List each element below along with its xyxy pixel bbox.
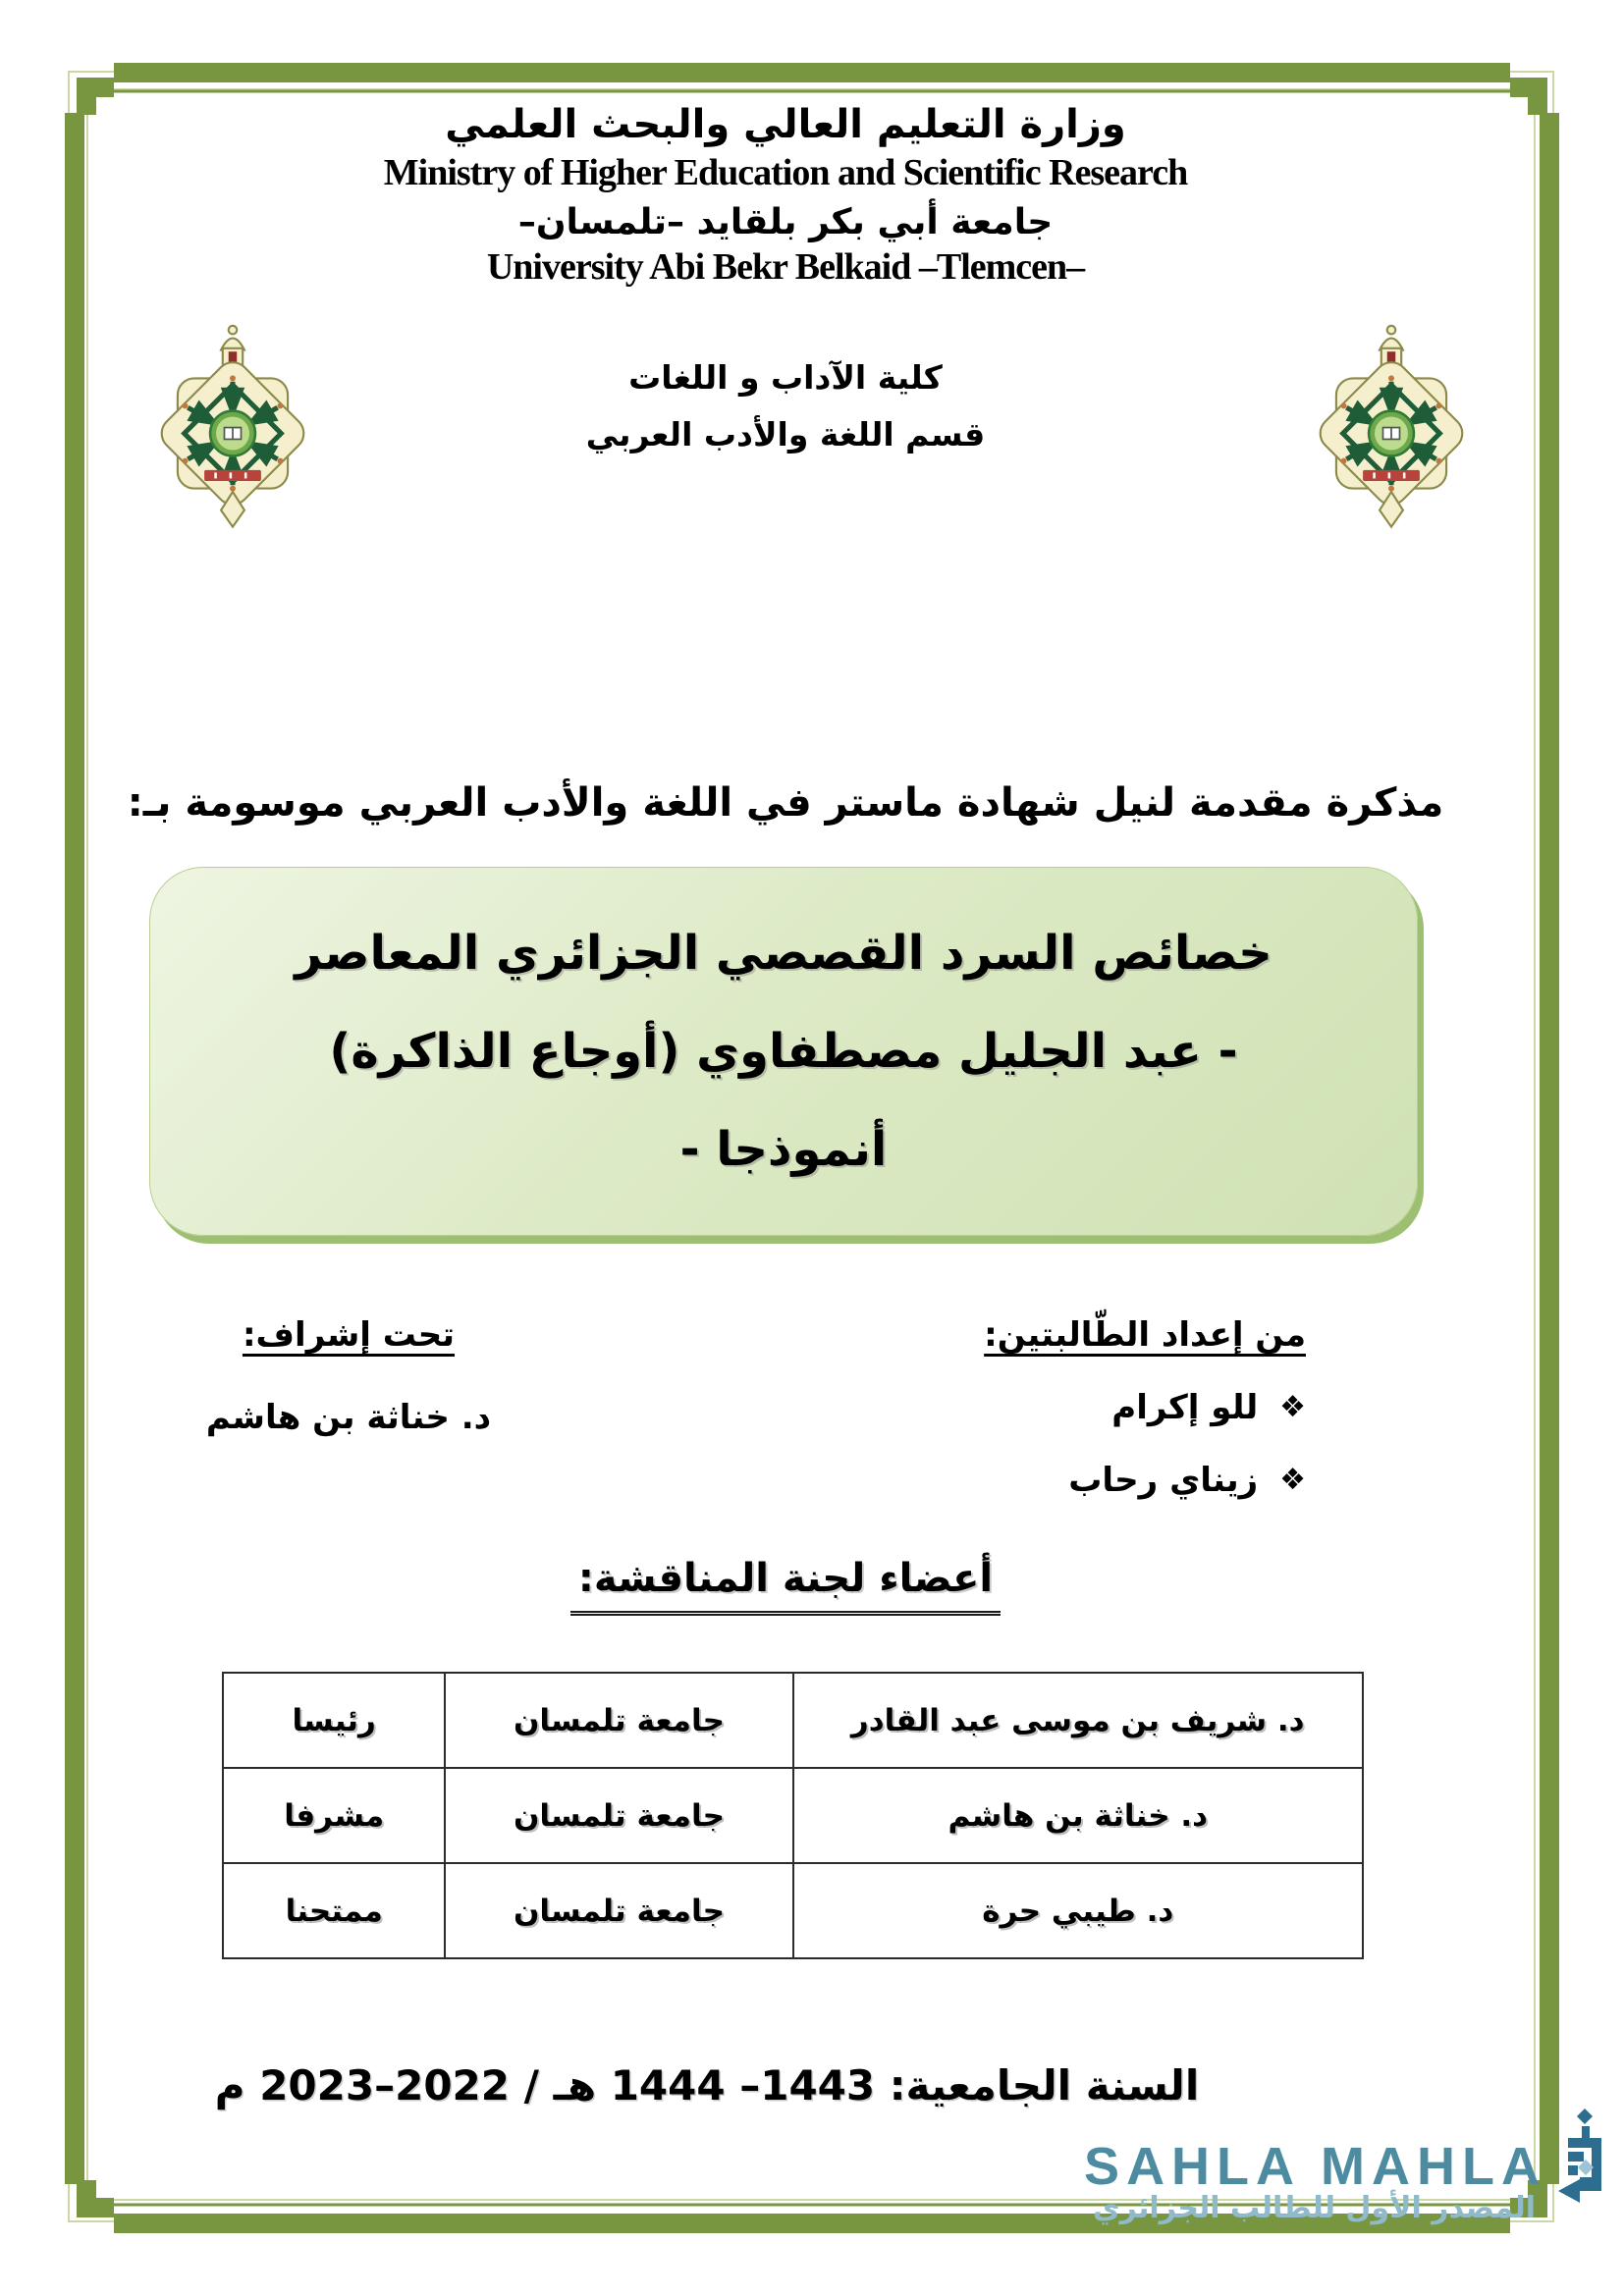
student-name-item [835,1388,1306,1427]
member-role-cell: مشرفا [223,1768,445,1863]
diamond-bullet-icon: ❖ [1279,1390,1306,1424]
table-row [223,1768,1363,1863]
member-role-cell: ممتحنا [223,1863,445,1958]
watermark-kufic-logo-icon [1556,2109,1617,2218]
watermark-tagline: المصدر الأول للطالب الجزائري [1092,2191,1536,2225]
watermark-brand: SAHLA MAHLA [1084,2137,1546,2196]
table-row [223,1863,1363,1958]
memo-presentation-line: مذكرة مقدمة لنيل شهادة ماستر في اللغة والأدب العربي موسومة بـ: [127,780,1444,826]
department-name: قسم اللغة والأدب العربي [585,415,986,454]
ministry-title-english: Ministry of Higher Education and Scientific Research [383,152,1188,193]
supervision-heading: تحت إشراف: [242,1315,456,1355]
diamond-bullet-icon: ❖ [1279,1463,1306,1497]
member-name-cell: د. شريف بن موسى عبد القادر [793,1673,1364,1768]
committee-heading-wrap [49,1556,1522,1616]
member-name-cell: د. طيبي حرة [793,1863,1364,1958]
university-name-english: University Abi Bekr Belkaid –Tlemcen– [486,246,1085,288]
university-seal-icon [149,302,316,548]
student-name: للو إكرام [1111,1388,1259,1427]
academic-year-line: السنة الجامعية: 1443– 1444 هـ / 2022–2023 م [214,2061,1200,2109]
table-row [223,1673,1363,1768]
student-name: زيناي رحاب [1068,1461,1259,1500]
students-block [835,1315,1306,1500]
supervisor-name: د. خناثة بن هاشم [205,1398,492,1437]
thesis-title-line-1: خصائص السرد القصصي الجزائري المعاصر [295,926,1272,981]
university-seal-icon [1308,302,1475,548]
student-name-item [835,1461,1306,1500]
committee-heading: أعضاء لجنة المناقشة: [570,1556,1001,1616]
faculty-name: كلية الآداب و اللغات [628,358,943,397]
committee-table [222,1672,1364,1959]
thesis-title-box [149,867,1418,1236]
ministry-title-arabic: وزارة التعليم العالي والبحث العلمي [445,102,1126,147]
thesis-title-line-3: أنموذجا - [679,1122,888,1177]
students-heading: من إعداد الطّالبتين: [984,1315,1306,1355]
member-university-cell: جامعة تلمسان [445,1673,792,1768]
university-name-arabic: جامعة أبي بكر بلقايد –تلمسان– [517,202,1054,242]
supervision-block [147,1315,550,1437]
member-university-cell: جامعة تلمسان [445,1863,792,1958]
member-university-cell: جامعة تلمسان [445,1768,792,1863]
member-role-cell: رئيسا [223,1673,445,1768]
member-name-cell: د. خناثة بن هاشم [793,1768,1364,1863]
thesis-title-line-2: - عبد الجليل مصطفاوي (أوجاع الذاكرة) [329,1024,1238,1079]
